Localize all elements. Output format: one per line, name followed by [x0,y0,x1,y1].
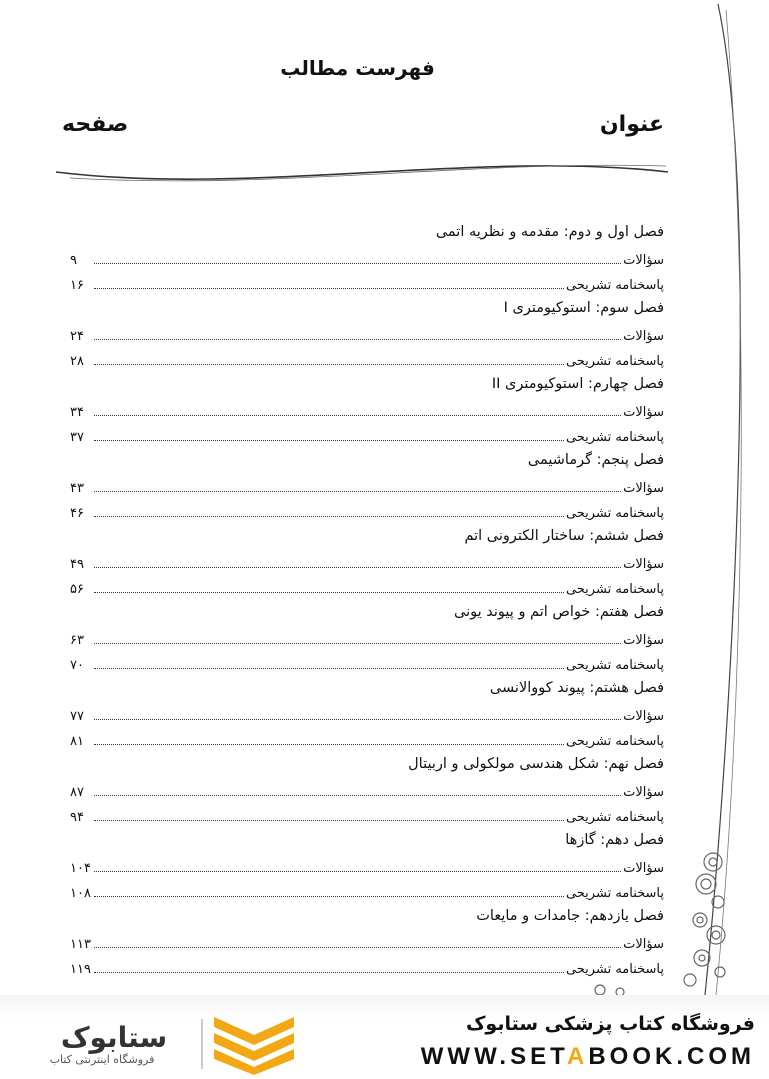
dot-leader [94,491,621,492]
entry-label: پاسخنامه تشریحی [565,734,664,749]
entry-label: سؤالات [623,633,664,648]
toc-entry [70,777,664,802]
entry-label: پاسخنامه تشریحی [565,506,664,521]
right-border-curve-2 [716,10,741,995]
entry-page-number: ۶۳ [70,633,84,648]
dot-leader [94,896,564,897]
entry-page-number: ۳۴ [70,405,84,420]
chapter-title: فصل ششم: ساختار الکترونی اتم [464,528,664,544]
entry-label: پاسخنامه تشریحی [565,962,664,977]
toc-entry [70,929,664,954]
chapter-title: فصل اول و دوم: مقدمه و نظریه اتمی [435,224,664,240]
entry-label: پاسخنامه تشریحی [565,430,664,445]
logo-chevrons-icon [214,1017,294,1075]
entry-page-number: ۹۴ [70,810,84,825]
chapter-title: فصل یازدهم: جامدات و مایعات [476,908,664,924]
entry-label: سؤالات [623,861,664,876]
url-highlight: A [566,1043,589,1070]
toc-entry [70,802,664,827]
entry-page-number: ۱۰۸ [70,886,91,901]
entry-label: سؤالات [623,405,664,420]
logo-wordmark: ستابوک [60,1021,168,1054]
entry-label: پاسخنامه تشریحی [565,354,664,369]
dot-leader [94,339,621,340]
entry-page-number: ۷۰ [70,658,84,673]
toc-entry [70,954,664,979]
entry-page-number: ۴۹ [70,557,84,572]
entry-page-number: ۴۳ [70,481,84,496]
chapter-title: فصل چهارم: استوکیومتری II [491,376,664,392]
dot-leader [94,719,621,720]
page-title: فهرست مطالب [280,56,435,80]
toc-entry [70,726,664,751]
toc-entry [70,422,664,447]
entry-page-number: ۸۱ [70,734,84,749]
toc-chapter [70,675,664,751]
toc-entry [70,270,664,295]
toc-chapter [70,295,664,371]
entry-page-number: ۳۷ [70,430,84,445]
dot-leader [94,947,621,948]
entry-page-number: ۱۶ [70,278,84,293]
entry-page-number: ۸۷ [70,785,84,800]
entry-label: پاسخنامه تشریحی [565,278,664,293]
logo-tagline: فروشگاه اینترنتی کتاب [49,1053,155,1066]
dot-leader [94,795,621,796]
column-page-heading: صفحه [62,112,129,137]
toc-entry [70,321,664,346]
dot-leader [94,263,621,264]
toc-chapter [70,219,664,295]
toc-entry [70,549,664,574]
url-part-1: WWW.SET [420,1043,567,1070]
dot-leader [94,744,564,745]
toc-chapter [70,903,664,979]
entry-label: پاسخنامه تشریحی [565,658,664,673]
toc-entry [70,625,664,650]
dot-leader [94,668,564,669]
store-url[interactable] [421,1043,755,1071]
entry-page-number: ۱۰۴ [70,861,91,876]
dot-leader [94,592,564,593]
toc-entry [70,346,664,371]
entry-page-number: ۲۸ [70,354,84,369]
dot-leader [94,643,621,644]
url-part-2: BOOK.COM [588,1043,755,1070]
entry-label: پاسخنامه تشریحی [565,582,664,597]
header-divider-curve-2 [70,165,666,181]
entry-label: سؤالات [623,709,664,724]
dot-leader [94,567,621,568]
entry-page-number: ۵۶ [70,582,84,597]
dot-leader [94,440,564,441]
chapter-title: فصل پنجم: گرماشیمی [527,452,664,468]
entry-label: سؤالات [623,481,664,496]
table-of-contents [70,219,664,979]
entry-label: سؤالات [623,937,664,952]
store-name: فروشگاه کتاب پزشکی ستابوک [465,1013,755,1035]
footer-banner [0,995,769,1079]
header-divider-curve [56,166,668,179]
toc-chapter [70,371,664,447]
dot-leader [94,820,564,821]
entry-page-number: ۲۴ [70,329,84,344]
right-border-curve [705,4,740,995]
dot-leader [94,415,621,416]
entry-page-number: ۱۱۳ [70,937,91,952]
toc-entry [70,878,664,903]
dot-leader [94,364,564,365]
toc-chapter [70,523,664,599]
chapter-title: فصل نهم: شکل هندسی مولکولی و اربیتال [408,756,664,772]
chapter-title: فصل هشتم: پیوند کووالانسی [489,680,664,696]
toc-chapter [70,447,664,523]
dot-leader [94,516,564,517]
toc-chapter [70,751,664,827]
entry-label: سؤالات [623,329,664,344]
dot-leader [94,972,564,973]
entry-page-number: ۴۶ [70,506,84,521]
entry-label: پاسخنامه تشریحی [565,886,664,901]
dot-leader [94,288,564,289]
chapter-title: فصل دهم: گازها [565,832,664,848]
toc-entry [70,245,664,270]
entry-label: سؤالات [623,785,664,800]
entry-page-number: ۷۷ [70,709,84,724]
column-title-heading: عنوان [599,112,664,137]
dot-leader [94,871,621,872]
toc-entry [70,574,664,599]
entry-page-number: ۹ [70,253,77,268]
chapter-title: فصل هفتم: خواص اتم و پیوند یونی [454,604,664,620]
chapter-title: فصل سوم: استوکیومتری I [503,300,664,316]
toc-entry [70,498,664,523]
entry-label: سؤالات [623,557,664,572]
toc-chapter [70,599,664,675]
entry-label: پاسخنامه تشریحی [565,810,664,825]
toc-entry [70,853,664,878]
toc-entry [70,473,664,498]
toc-entry [70,701,664,726]
toc-entry [70,650,664,675]
toc-entry [70,397,664,422]
entry-page-number: ۱۱۹ [70,962,91,977]
toc-chapter [70,827,664,903]
entry-label: سؤالات [623,253,664,268]
